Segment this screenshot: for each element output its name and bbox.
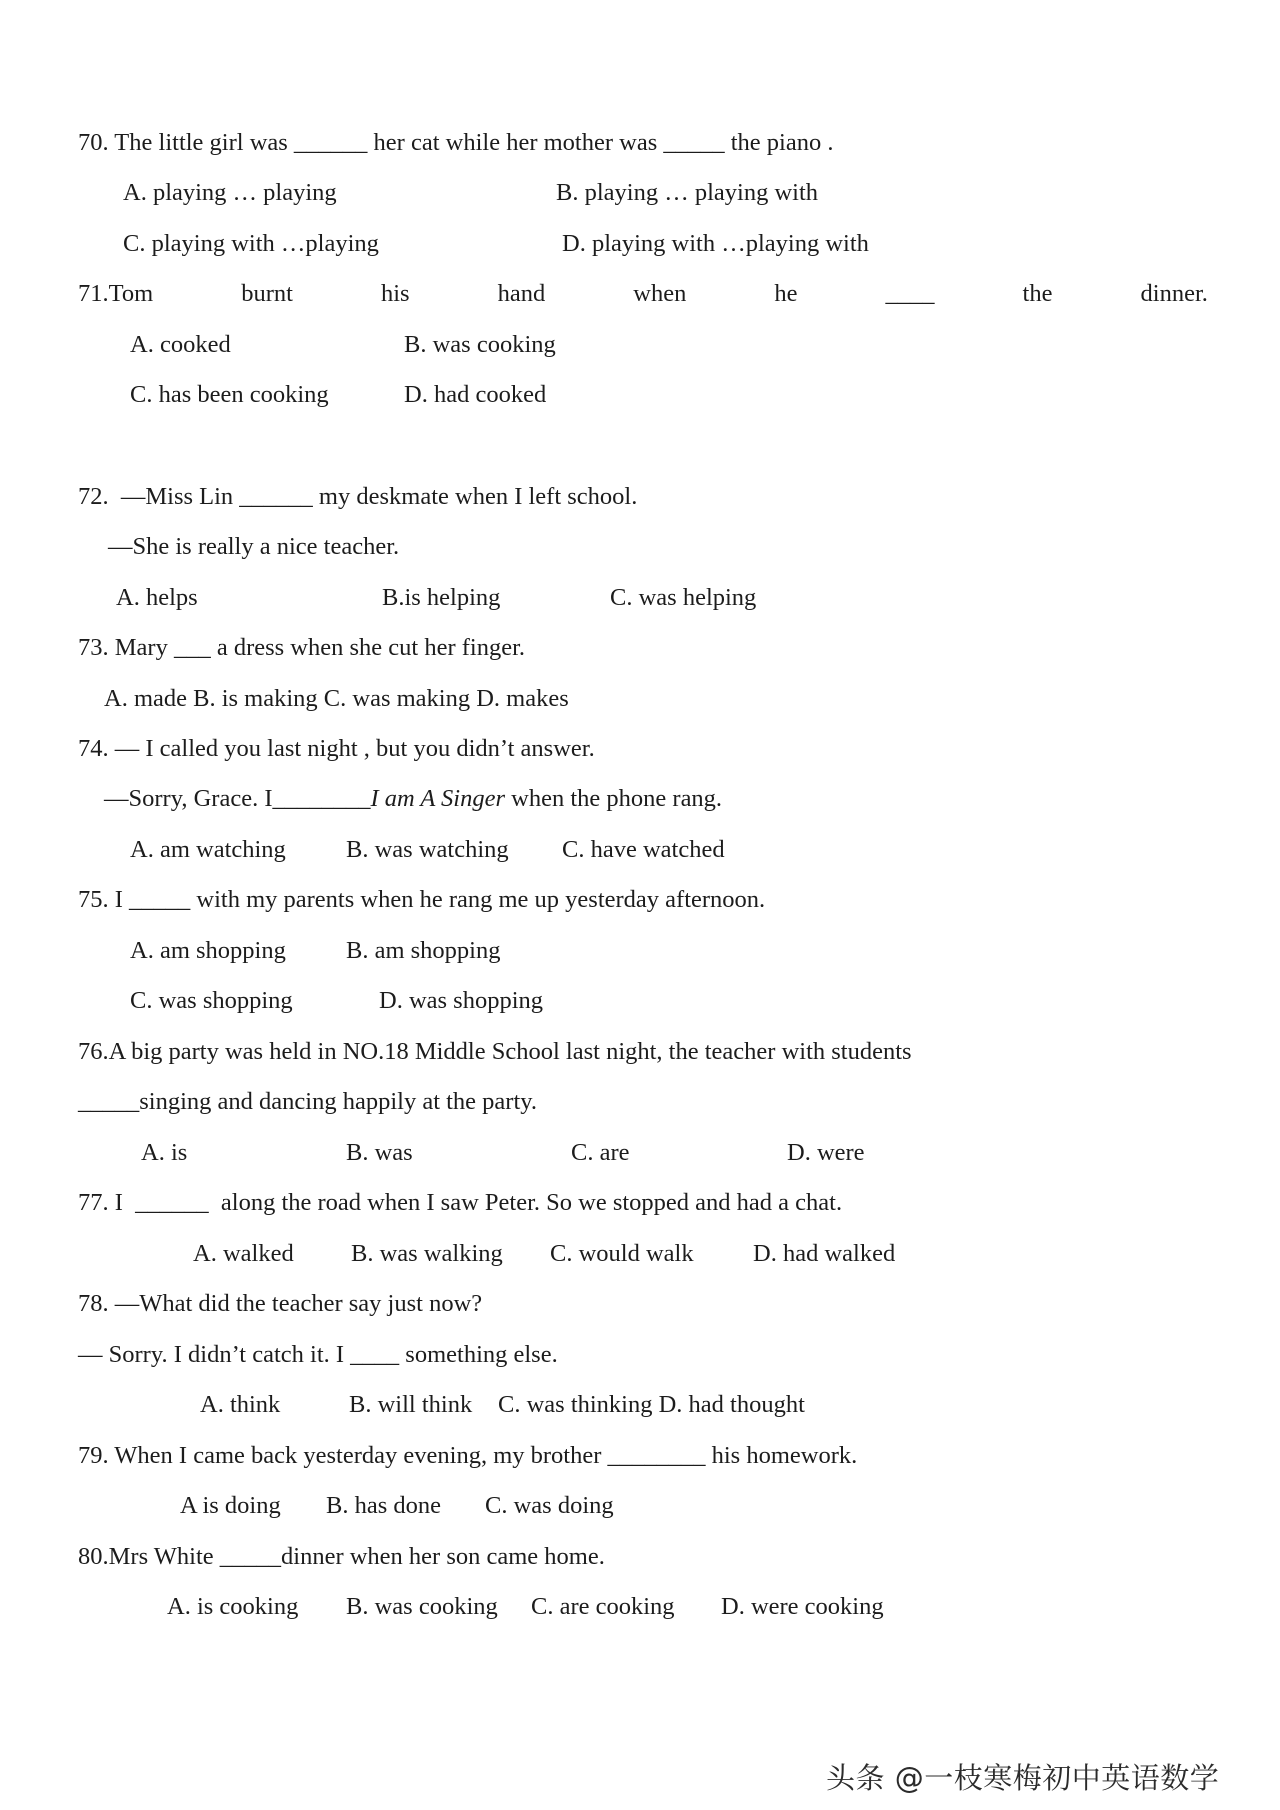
q71-option-c: C. has been cooking [130,381,329,408]
q77-stem: 77. I ______ along the road when I saw Peter. So we stopped and had a chat. [78,1189,843,1216]
q74-stem: 74. — I called you last night , but you didn’t answer. [78,735,595,762]
q70-option-d: D. playing with …playing with [562,230,869,257]
q77-option-c: C. would walk [550,1240,694,1267]
watermark: 头条 @一枝寒梅初中英语数学 [826,1761,1220,1795]
q71-option-b: B. was cooking [404,331,556,358]
q71-word: dinner. [1140,280,1208,307]
q73-stem: 73. Mary ___ a dress when she cut her finger. [78,634,526,661]
q72-option-b: B.is helping [382,584,501,611]
q74-option-b: B. was watching [346,836,509,863]
q74-reply-start: —Sorry, Grace. I________ [104,785,371,812]
q78-option-a: A. think [200,1391,281,1418]
q71-word: the [1022,280,1053,307]
q71-word: he [774,280,798,307]
q72-reply: —She is really a nice teacher. [108,533,400,560]
q77-option-b: B. was walking [351,1240,503,1267]
q70-option-b: B. playing … playing with [556,179,818,206]
q80-option-c: C. are cooking [531,1593,675,1620]
q75-option-c: C. was shopping [130,987,293,1014]
q79-option-a: A is doing [180,1492,281,1519]
q80-option-b: B. was cooking [346,1593,498,1620]
q75-option-d: D. was shopping [379,987,544,1014]
q80-stem: 80.Mrs White _____dinner when her son came home. [78,1543,605,1570]
q70-option-c: C. playing with …playing [123,230,379,257]
q79-stem: 79. When I came back yesterday evening, my brother ________ his homework. [78,1442,858,1469]
q72-option-c: C. was helping [610,584,757,611]
q76-stem-line-1: 76.A big party was held in NO.18 Middle School last night, the teacher with students [78,1038,912,1065]
q74-show-title: I am A Singer [370,785,506,812]
q78-reply: — Sorry. I didn’t catch it. I ____ something else. [78,1341,558,1368]
q71-option-a: A. cooked [130,331,231,358]
q76-stem-line-2: _____singing and dancing happily at the party. [78,1088,538,1115]
q74-reply-end: when the phone rang. [505,785,723,812]
q76-option-a: A. is [141,1139,188,1166]
q80-option-a: A. is cooking [167,1593,299,1620]
q78-stem: 78. —What did the teacher say just now? [78,1290,483,1317]
q72-stem: 72. —Miss Lin ______ my deskmate when I left school. [78,483,638,510]
q77-option-d: D. had walked [753,1240,896,1267]
q71-word: when [633,280,687,307]
q71-word: 71.Tom [78,280,154,307]
q80-option-d: D. were cooking [721,1593,884,1620]
q74-reply [104,784,722,814]
q78-option-c-d: C. was thinking D. had thought [498,1391,805,1418]
q71-word: burnt [241,280,293,307]
q71-stem [78,279,1208,309]
q79-option-b: B. has done [326,1492,441,1519]
q76-option-b: B. was [346,1139,413,1166]
q75-stem: 75. I _____ with my parents when he rang me up yesterday afternoon. [78,886,766,913]
q77-option-a: A. walked [193,1240,294,1267]
q79-option-c: C. was doing [485,1492,614,1519]
q74-option-a: A. am watching [130,836,286,863]
q71-blank: ____ [885,280,935,307]
q75-option-a: A. am shopping [130,937,286,964]
q72-option-a: A. helps [116,584,198,611]
q78-option-b: B. will think [349,1391,473,1418]
q76-option-c: C. are [571,1139,630,1166]
q75-option-b: B. am shopping [346,937,501,964]
q71-word: hand [497,280,546,307]
q71-word: his [380,280,410,307]
q76-option-d: D. were [787,1139,865,1166]
q74-option-c: C. have watched [562,836,725,863]
q73-options: A. made B. is making C. was making D. makes [104,685,569,712]
q70-stem: 70. The little girl was ______ her cat while her mother was _____ the piano . [78,129,834,156]
q71-option-d: D. had cooked [404,381,547,408]
q70-option-a: A. playing … playing [123,179,337,206]
